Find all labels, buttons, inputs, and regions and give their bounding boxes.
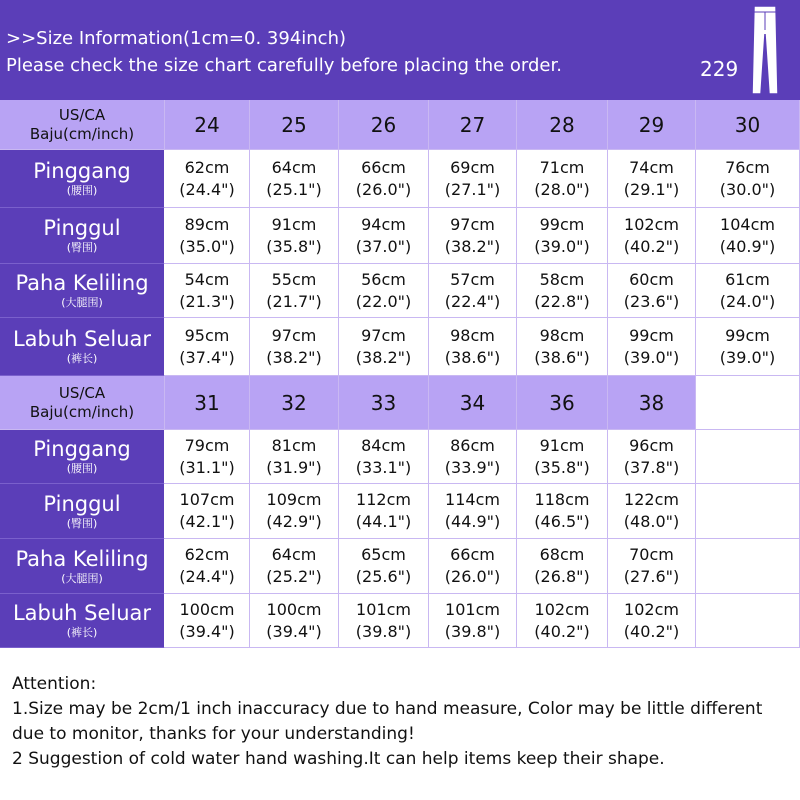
- value-cm: 61cm: [725, 269, 770, 289]
- value-inch: (22.4"): [444, 291, 501, 311]
- measurement-value: [339, 594, 429, 648]
- value-inch: (27.1"): [444, 179, 501, 199]
- measurement-value: [517, 150, 608, 208]
- measurement-value: [339, 208, 429, 264]
- value-inch: (35.8"): [534, 457, 590, 477]
- value-inch: (29.1"): [623, 179, 680, 199]
- value-cm: 94cm: [361, 214, 406, 234]
- size-header-label-line: US/CA: [58, 105, 106, 124]
- measurement-value: [696, 150, 800, 208]
- size-header-label-line: Baju(cm/inch): [29, 124, 135, 143]
- measurement-value: [250, 594, 339, 648]
- value-cm: 98cm: [539, 325, 585, 345]
- value-inch: (38.2"): [355, 347, 412, 367]
- measurement-label: [0, 484, 165, 539]
- value-inch: (38.2"): [266, 347, 322, 367]
- measurement-value: [339, 484, 429, 539]
- value-cm: 62cm: [184, 157, 230, 177]
- value-inch: (42.9"): [266, 512, 322, 531]
- value-inch: (48.0"): [623, 512, 680, 531]
- value-inch: (27.6"): [623, 567, 680, 586]
- measurement-name: Pinggul: [43, 491, 121, 516]
- value-cm: 97cm: [450, 214, 495, 234]
- value-cm: 98cm: [450, 325, 495, 345]
- measurement-value: [608, 594, 696, 648]
- measurement-sub: (裤长): [66, 352, 98, 365]
- measurement-value: [250, 430, 339, 484]
- value-inch: (24.0"): [719, 291, 776, 311]
- value-cm: 101cm: [356, 599, 411, 619]
- value-inch: (24.4"): [179, 567, 235, 586]
- measurement-name: Labuh Seluar: [12, 601, 152, 625]
- value-inch: (25.6"): [355, 567, 412, 586]
- measurement-value: [429, 539, 517, 594]
- measurement-label: [0, 208, 165, 264]
- value-inch: (42.1"): [179, 512, 235, 531]
- measurement-value: [696, 430, 800, 484]
- measurement-value: [696, 208, 800, 264]
- value-inch: (25.1"): [266, 179, 322, 199]
- value-cm: 64cm: [271, 157, 317, 177]
- value-cm: 107cm: [179, 490, 235, 509]
- value-inch: (30.0"): [719, 179, 776, 199]
- value-cm: 62cm: [184, 545, 230, 564]
- measurement-value: [165, 484, 250, 539]
- measurement-value: [608, 318, 696, 376]
- product-number: 229: [700, 57, 739, 81]
- measurement-value: [165, 594, 250, 648]
- value-cm: 109cm: [266, 490, 322, 509]
- measurement-value: [165, 318, 250, 376]
- value-inch: (21.7"): [266, 291, 322, 311]
- value-inch: (22.8"): [534, 291, 590, 311]
- size-header-label: [0, 100, 165, 150]
- measurement-value: [250, 539, 339, 594]
- measurement-value: [250, 318, 339, 376]
- measurement-label: [0, 539, 165, 594]
- value-inch: (39.8"): [355, 621, 412, 641]
- measurement-value: [339, 430, 429, 484]
- measurement-sub: (腰围): [66, 462, 98, 475]
- measurement-value: [608, 264, 696, 318]
- measurement-value: [608, 484, 696, 539]
- measurement-value: [696, 484, 800, 539]
- value-cm: 74cm: [629, 157, 674, 177]
- measurement-value: [165, 430, 250, 484]
- measurement-value: [517, 208, 608, 264]
- value-cm: 104cm: [720, 214, 775, 234]
- measurement-value: [429, 484, 517, 539]
- size-header-label: [0, 376, 165, 430]
- measurement-value: [517, 430, 608, 484]
- value-inch: (37.4"): [179, 347, 235, 367]
- measurement-sub: (大腿围): [61, 296, 103, 309]
- measurement-value: [696, 539, 800, 594]
- value-inch: (25.2"): [266, 567, 322, 586]
- measurement-value: [339, 539, 429, 594]
- measurement-value: [165, 208, 250, 264]
- measurement-value: [250, 150, 339, 208]
- value-inch: (24.4"): [179, 179, 235, 199]
- attention-line-2: due to monitor, thanks for your understanding!: [12, 724, 415, 744]
- measurement-value: [517, 539, 608, 594]
- measurement-value: [517, 318, 608, 376]
- measurement-name: Paha Keliling: [15, 546, 149, 571]
- size-column-header: 31: [165, 376, 250, 430]
- value-cm: 97cm: [361, 325, 406, 345]
- size-column-header: 26: [339, 100, 429, 150]
- value-inch: (46.5"): [534, 512, 590, 531]
- value-cm: 57cm: [450, 269, 495, 289]
- value-inch: (39.0"): [719, 347, 776, 367]
- value-cm: 58cm: [539, 269, 585, 289]
- measurement-label: [0, 318, 165, 376]
- measurement-value: [608, 208, 696, 264]
- value-cm: 79cm: [184, 435, 230, 455]
- value-cm: 68cm: [539, 545, 585, 564]
- measurement-sub: (大腿围): [61, 571, 103, 585]
- value-cm: 56cm: [361, 269, 406, 289]
- measurement-value: [696, 594, 800, 648]
- size-chart-table: [0, 100, 800, 648]
- value-inch: (38.2"): [444, 236, 501, 256]
- size-column-header: [696, 376, 800, 430]
- value-cm: 102cm: [624, 599, 679, 619]
- attention-title: Attention:: [12, 674, 97, 694]
- measurement-label: [0, 594, 165, 648]
- value-cm: 114cm: [445, 490, 500, 509]
- value-inch: (21.3"): [179, 291, 235, 311]
- value-cm: 81cm: [271, 435, 317, 455]
- header-banner: [0, 0, 800, 100]
- measurement-label: [0, 430, 165, 484]
- value-inch: (26.0"): [444, 567, 501, 586]
- value-inch: (35.8"): [266, 236, 322, 256]
- value-cm: 97cm: [271, 325, 317, 345]
- value-cm: 101cm: [445, 599, 500, 619]
- value-inch: (38.6"): [534, 347, 590, 367]
- size-header-label-line: Baju(cm/inch): [29, 402, 135, 421]
- value-cm: 102cm: [624, 214, 679, 234]
- value-cm: 71cm: [539, 157, 585, 177]
- measurement-label: [0, 150, 165, 208]
- value-cm: 76cm: [725, 157, 770, 177]
- measurement-name: Pinggang: [33, 159, 131, 183]
- measurement-value: [165, 539, 250, 594]
- value-inch: (37.0"): [355, 236, 412, 256]
- value-cm: 99cm: [539, 214, 585, 234]
- value-cm: 100cm: [266, 599, 322, 619]
- measurement-sub: (裤长): [66, 626, 98, 639]
- value-inch: (44.1"): [355, 512, 412, 531]
- measurement-value: [608, 539, 696, 594]
- measurement-value: [429, 594, 517, 648]
- size-column-header: 34: [429, 376, 517, 430]
- measurement-name: Labuh Seluar: [12, 327, 152, 351]
- size-check-notice: Please check the size chart carefully before placing the order.: [6, 55, 562, 76]
- measurement-value: [250, 208, 339, 264]
- value-inch: (38.6"): [444, 347, 501, 367]
- size-column-header: 24: [165, 100, 250, 150]
- value-inch: (37.8"): [623, 457, 680, 477]
- measurement-sub: (臀围): [66, 516, 98, 530]
- measurement-value: [517, 484, 608, 539]
- size-column-header: 38: [608, 376, 696, 430]
- value-inch: (33.9"): [444, 457, 501, 477]
- measurement-value: [429, 318, 517, 376]
- value-cm: 99cm: [629, 325, 674, 345]
- measurement-value: [165, 264, 250, 318]
- value-cm: 91cm: [271, 214, 317, 234]
- size-column-header: 29: [608, 100, 696, 150]
- measurement-value: [339, 150, 429, 208]
- value-cm: 55cm: [271, 269, 317, 289]
- measurement-sub: (臀围): [66, 241, 98, 254]
- attention-notes: [12, 672, 798, 772]
- value-inch: (26.0"): [355, 179, 412, 199]
- value-cm: 89cm: [184, 214, 230, 234]
- value-inch: (39.4"): [179, 621, 235, 641]
- value-cm: 60cm: [629, 269, 674, 289]
- measurement-value: [429, 208, 517, 264]
- value-cm: 86cm: [450, 435, 495, 455]
- value-cm: 102cm: [534, 599, 590, 619]
- size-column-header: 30: [696, 100, 800, 150]
- size-info-title: >>Size Information(1cm=0. 394inch): [6, 28, 347, 49]
- value-cm: 69cm: [450, 157, 495, 177]
- measurement-label: [0, 264, 165, 318]
- value-inch: (39.8"): [444, 621, 501, 641]
- measurement-name: Paha Keliling: [15, 271, 149, 295]
- size-header-label-line: US/CA: [58, 383, 106, 402]
- measurement-value: [429, 264, 517, 318]
- value-inch: (40.2"): [534, 621, 590, 641]
- value-cm: 70cm: [629, 545, 674, 564]
- measurement-value: [517, 264, 608, 318]
- value-inch: (26.8"): [534, 567, 590, 586]
- measurement-value: [250, 484, 339, 539]
- value-inch: (44.9"): [444, 512, 501, 531]
- value-cm: 118cm: [534, 490, 590, 509]
- value-inch: (31.9"): [266, 457, 322, 477]
- measurement-value: [608, 150, 696, 208]
- value-inch: (33.1"): [355, 457, 412, 477]
- value-cm: 66cm: [361, 157, 406, 177]
- measurement-sub: (腰围): [66, 184, 98, 197]
- value-inch: (39.0"): [534, 236, 590, 256]
- size-column-header: 36: [517, 376, 608, 430]
- measurement-name: Pinggul: [43, 216, 121, 240]
- value-inch: (28.0"): [534, 179, 590, 199]
- value-cm: 54cm: [184, 269, 230, 289]
- value-cm: 96cm: [629, 435, 674, 455]
- attention-line-1: 1.Size may be 2cm/1 inch inaccuracy due to hand measure, Color may be little different: [12, 699, 763, 719]
- value-inch: (31.1"): [179, 457, 235, 477]
- size-column-header: 33: [339, 376, 429, 430]
- measurement-value: [608, 430, 696, 484]
- measurement-value: [429, 150, 517, 208]
- value-inch: (39.0"): [623, 347, 680, 367]
- value-cm: 100cm: [179, 599, 235, 619]
- size-column-header: 32: [250, 376, 339, 430]
- attention-line-3: 2 Suggestion of cold water hand washing.It can help items keep their shape.: [12, 749, 665, 769]
- measurement-value: [339, 264, 429, 318]
- measurement-value: [250, 264, 339, 318]
- value-inch: (35.0"): [179, 236, 235, 256]
- value-cm: 84cm: [361, 435, 406, 455]
- measurement-value: [165, 150, 250, 208]
- size-column-header: 28: [517, 100, 608, 150]
- value-cm: 112cm: [356, 490, 411, 509]
- value-cm: 95cm: [184, 325, 230, 345]
- measurement-value: [696, 318, 800, 376]
- value-inch: (39.4"): [266, 621, 322, 641]
- value-cm: 65cm: [361, 545, 406, 564]
- measurement-value: [429, 430, 517, 484]
- measurement-value: [339, 318, 429, 376]
- value-cm: 64cm: [271, 545, 317, 564]
- value-cm: 99cm: [725, 325, 770, 345]
- value-inch: (40.2"): [623, 236, 680, 256]
- value-inch: (40.9"): [719, 236, 776, 256]
- value-cm: 66cm: [450, 545, 495, 564]
- value-cm: 122cm: [624, 490, 679, 509]
- value-inch: (23.6"): [623, 291, 680, 311]
- value-inch: (40.2"): [623, 621, 680, 641]
- size-column-header: 27: [429, 100, 517, 150]
- measurement-value: [517, 594, 608, 648]
- value-cm: 91cm: [539, 435, 585, 455]
- value-inch: (22.0"): [355, 291, 412, 311]
- pants-icon: [748, 4, 782, 96]
- size-column-header: 25: [250, 100, 339, 150]
- measurement-value: [696, 264, 800, 318]
- measurement-name: Pinggang: [33, 437, 131, 461]
